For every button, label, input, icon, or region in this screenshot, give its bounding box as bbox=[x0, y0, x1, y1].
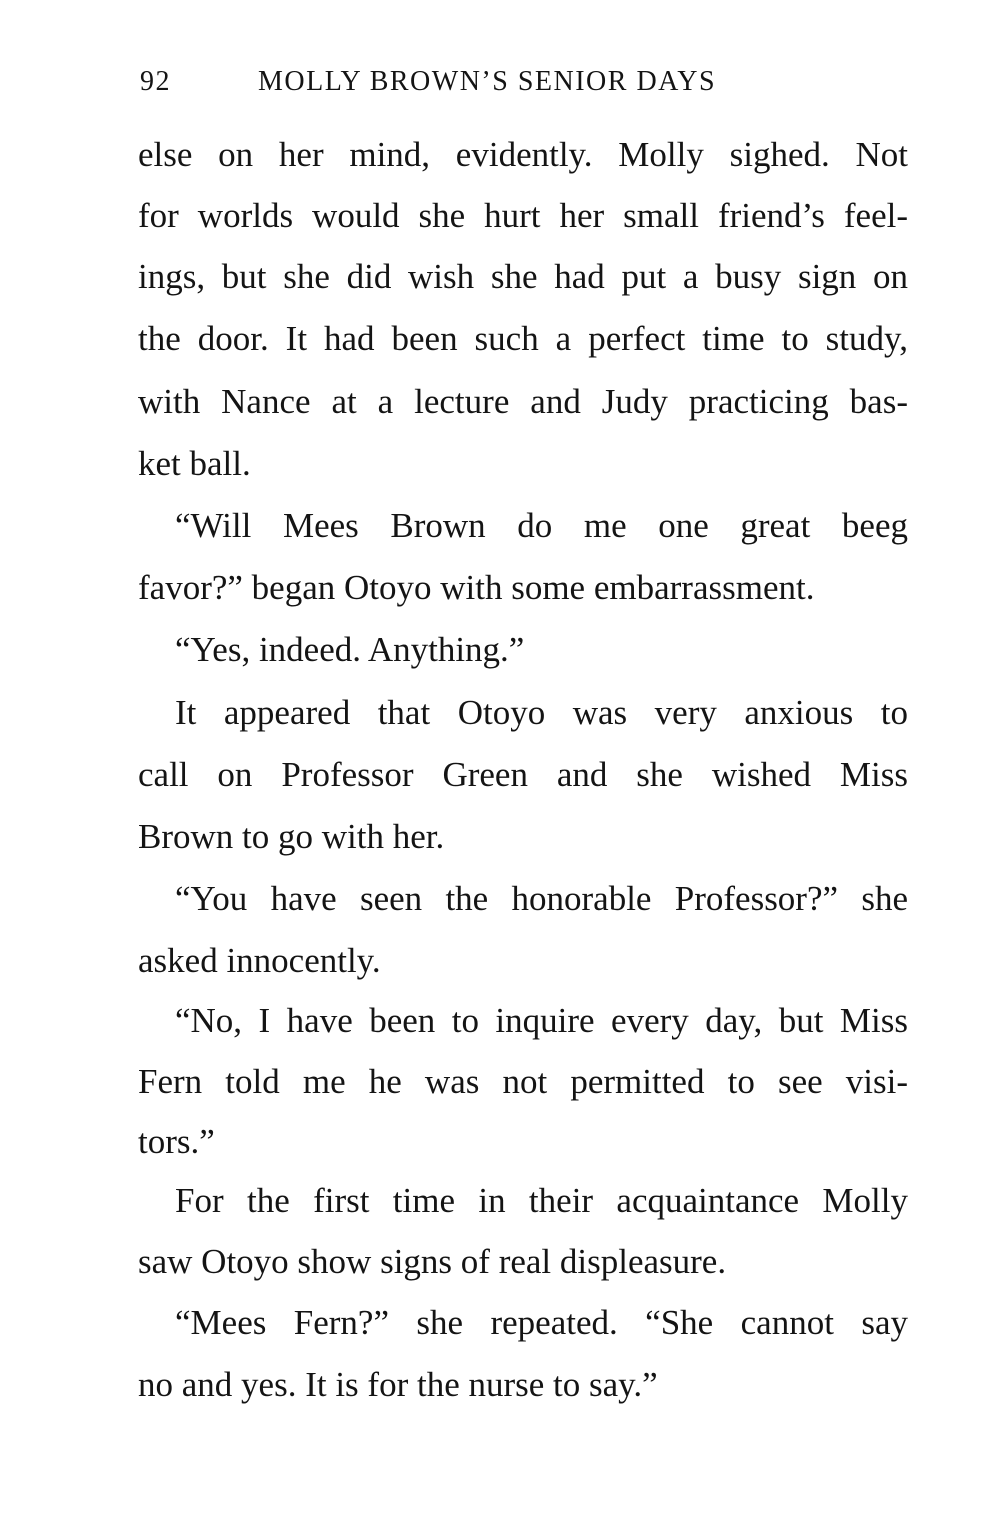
text-line: Fern told me he was not permitted to see visi- bbox=[138, 1062, 908, 1101]
text-line: “You have seen the honorable Professor?” she bbox=[175, 879, 908, 918]
text-line: favor?” began Otoyo with some embarrassment. bbox=[138, 568, 815, 607]
text-line: tors.” bbox=[138, 1122, 215, 1161]
text-line: the door. It had been such a perfect time to study, bbox=[138, 319, 908, 358]
text-line: “Will Mees Brown do me one great beeg bbox=[175, 506, 908, 545]
text-line: “Mees Fern?” she repeated. “She cannot say bbox=[175, 1303, 908, 1342]
running-title: MOLLY BROWN’S SENIOR DAYS bbox=[258, 66, 717, 97]
running-head bbox=[140, 66, 810, 106]
text-line: no and yes. It is for the nurse to say.” bbox=[138, 1365, 658, 1404]
text-line: with Nance at a lecture and Judy practicing bas- bbox=[138, 382, 908, 421]
text-line: “No, I have been to inquire every day, but Miss bbox=[175, 1001, 908, 1040]
text-line: for worlds would she hurt her small friend’s feel- bbox=[138, 196, 908, 235]
text-line: asked innocently. bbox=[138, 941, 381, 980]
text-line: ket ball. bbox=[138, 444, 251, 483]
text-line: else on her mind, evidently. Molly sighed. Not bbox=[138, 135, 908, 174]
text-line: call on Professor Green and she wished Miss bbox=[138, 755, 908, 794]
text-line: saw Otoyo show signs of real displeasure. bbox=[138, 1242, 727, 1281]
text-line: It appeared that Otoyo was very anxious to bbox=[175, 693, 908, 732]
text-line: “Yes, indeed. Anything.” bbox=[175, 630, 525, 669]
text-line: For the first time in their acquaintance Molly bbox=[175, 1181, 908, 1220]
page-number: 92 bbox=[140, 66, 171, 97]
text-line: Brown to go with her. bbox=[138, 817, 445, 856]
text-line: ings, but she did wish she had put a busy sign on bbox=[138, 257, 908, 296]
